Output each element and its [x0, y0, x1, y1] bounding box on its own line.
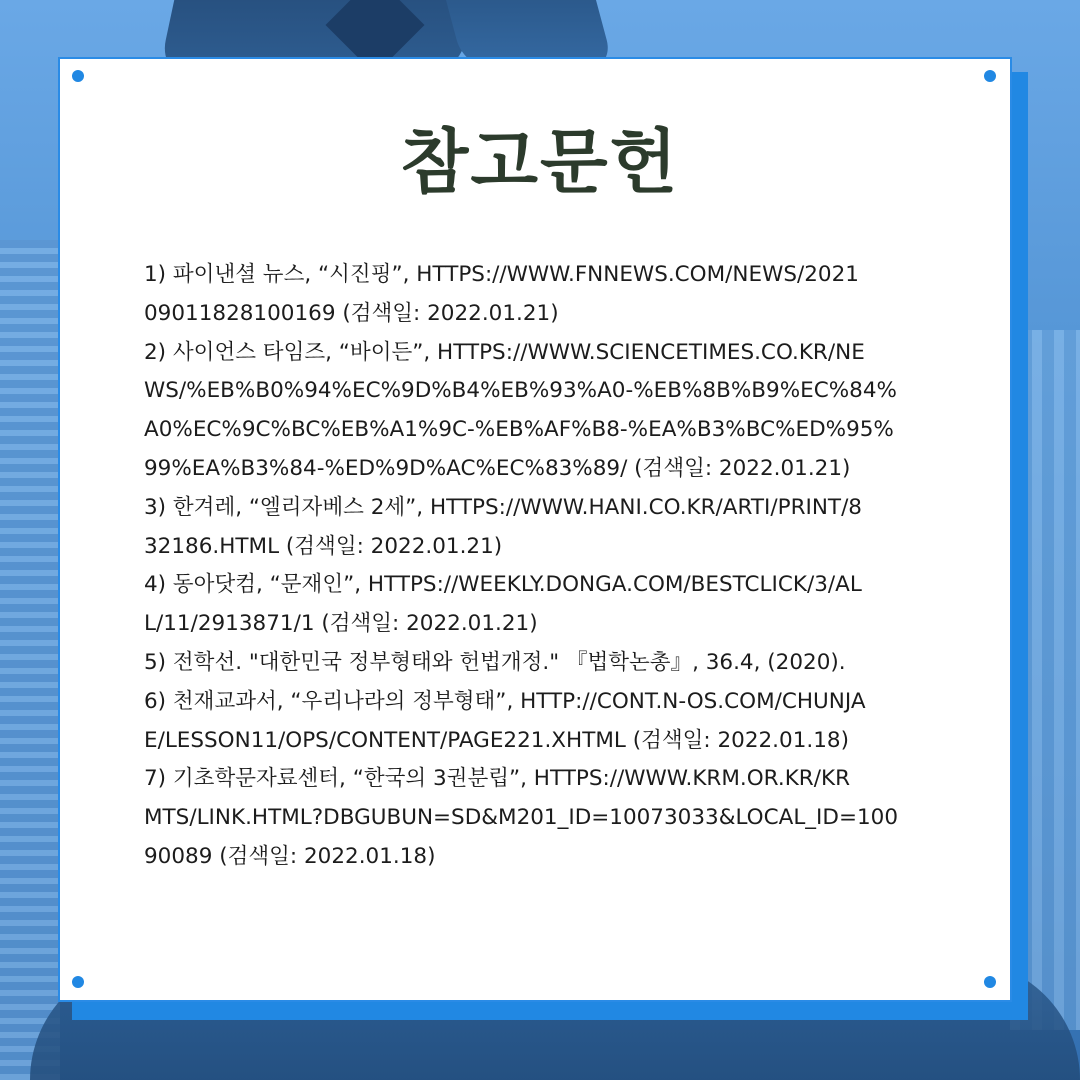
corner-dot-top-left [72, 70, 84, 82]
reference-line: A0%EC%9C%BC%EB%A1%9C-%EB%AF%B8-%EA%B3%BC%ED%95% [144, 417, 894, 443]
reference-line: 09011828100169 (검색일: 2022.01.21) [144, 300, 559, 326]
background-city-left [0, 240, 60, 1080]
reference-line: WS/%EB%B0%94%EC%9D%B4%EB%93%A0-%EB%8B%B9%EC%84% [144, 378, 897, 404]
reference-line: E/LESSON11/OPS/CONTENT/PAGE221.XHTML (검색일: 2022.01.18) [144, 727, 849, 753]
reference-line: 99%EA%B3%84-%ED%9D%AC%EC%83%89/ (검색일: 2022.01.21) [144, 455, 851, 481]
corner-dot-bottom-right [984, 976, 996, 988]
reference-line: MTS/LINK.HTML?DBGUBUN=SD&M201_ID=10073033&LOCAL_ID=100 [144, 805, 899, 831]
reference-line: 1) 파이낸셜 뉴스, “시진핑”, HTTPS://WWW.FNNEWS.COM/NEWS/2021 [144, 262, 859, 287]
reference-line: 90089 (검색일: 2022.01.18) [144, 843, 436, 869]
reference-line: 5) 전학선. "대한민국 정부형태와 헌법개정." 『법학논총』, 36.4, (2020). [144, 649, 846, 675]
reference-line: 2) 사이언스 타임즈, “바이든”, HTTPS://WWW.SCIENCETIMES.CO.KR/NE [144, 339, 865, 365]
reference-line: 32186.HTML (검색일: 2022.01.21) [144, 533, 503, 559]
corner-dot-bottom-left [72, 976, 84, 988]
reference-list [144, 256, 940, 877]
reference-line: 4) 동아닷컴, “문재인”, HTTPS://WEEKLY.DONGA.COM/BESTCLICK/3/AL [144, 572, 862, 598]
reference-line: 6) 천재교과서, “우리나라의 정부형태”, HTTP://CONT.N-OS.COM/CHUNJA [144, 688, 866, 714]
reference-line: 3) 한겨레, “엘리자베스 2세”, HTTPS://WWW.HANI.CO.KR/ARTI/PRINT/8 [144, 494, 862, 520]
corner-dot-top-right [984, 70, 996, 82]
reference-line: L/11/2913871/1 (검색일: 2022.01.21) [144, 611, 538, 637]
page-title: 참고문헌 [400, 121, 680, 203]
reference-line: 7) 기초학문자료센터, “한국의 3권분립”, HTTPS://WWW.KRM.OR.KR/KR [144, 766, 851, 792]
